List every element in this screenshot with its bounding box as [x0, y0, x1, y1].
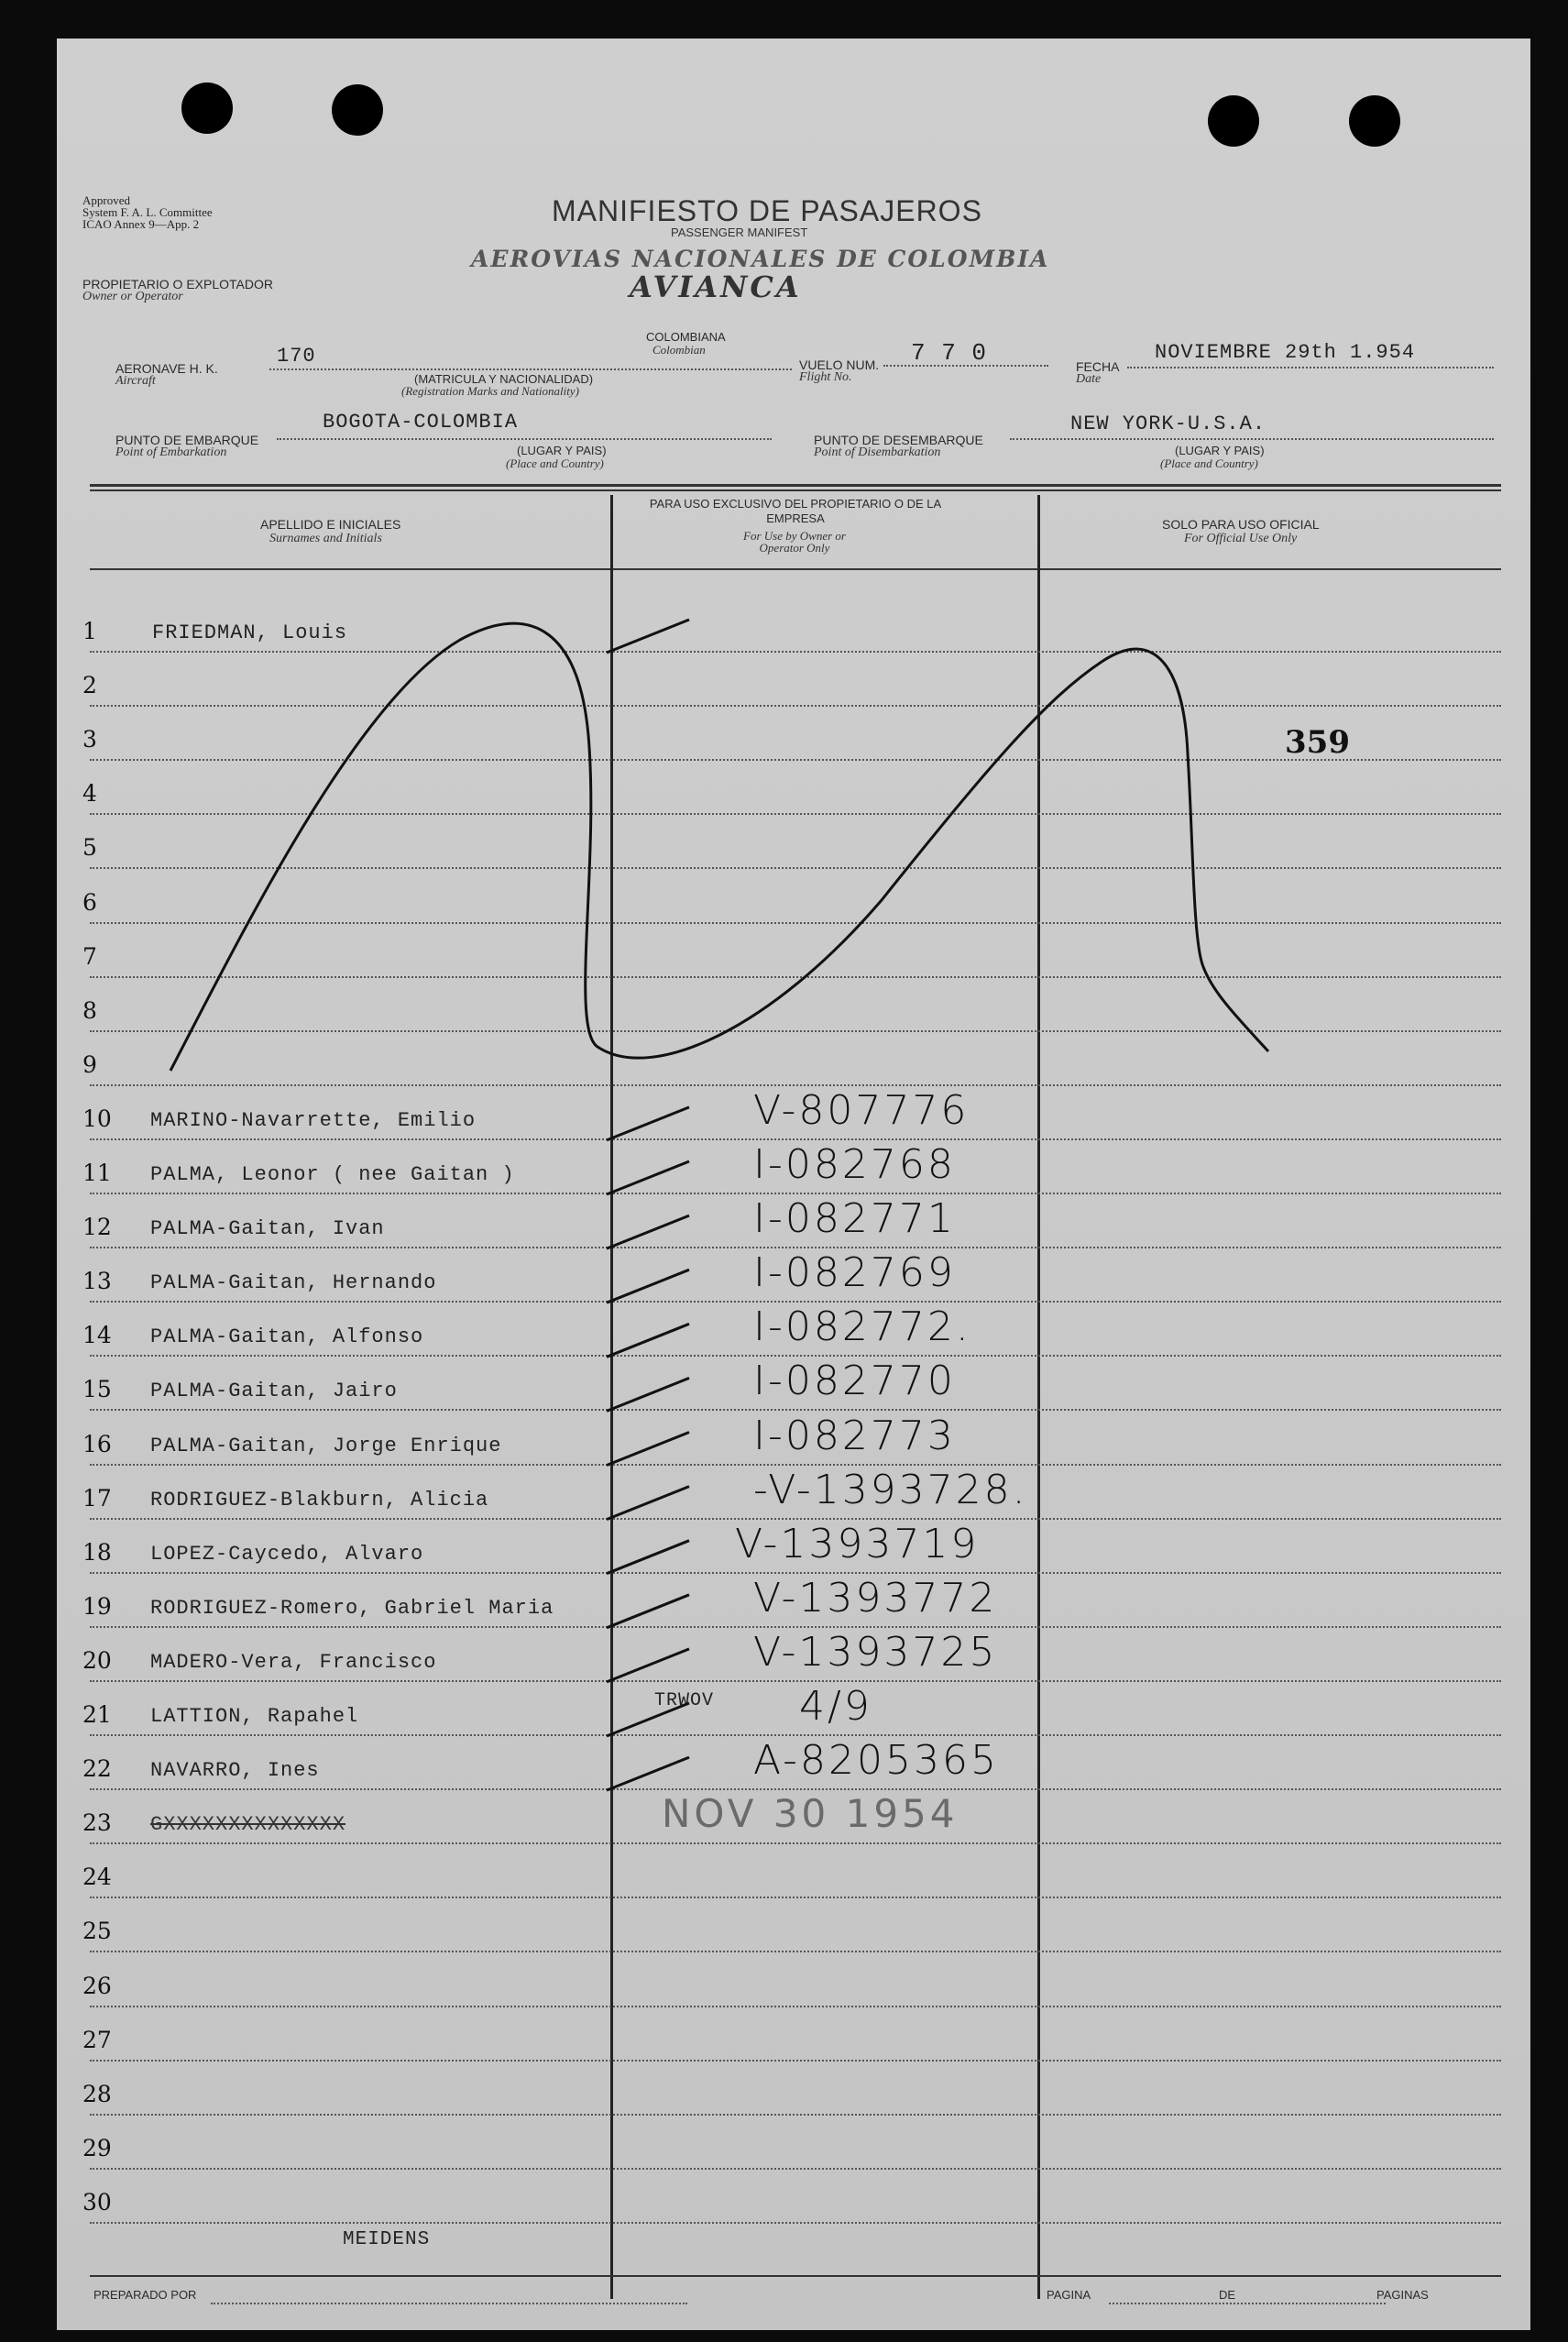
row-number: 20: [82, 1646, 112, 1674]
row-number: 8: [82, 996, 97, 1024]
passenger-name: PALMA-Gaitan, Hernando: [150, 1271, 437, 1295]
row-number: 19: [82, 1592, 112, 1620]
row-number: 4: [82, 780, 97, 808]
aircraft-value: 170: [277, 345, 316, 368]
registration-label: (MATRICULA Y NACIONALIDAD): [414, 372, 594, 386]
row-number: 30: [82, 2188, 112, 2216]
row21-note: TRWOV: [654, 1690, 715, 1711]
column-header-operator: PARA USO EXCLUSIVO DEL PROPIETARIO O DE LA EMPRESA: [649, 497, 942, 525]
flight-label-en: Flight No.: [799, 370, 852, 384]
row-number: 3: [82, 726, 97, 753]
check-mark: [607, 1487, 689, 1520]
of-label: DE: [1219, 2288, 1236, 2302]
row-number: 12: [82, 1214, 112, 1241]
check-mark: [607, 1703, 689, 1736]
row-number: 10: [82, 1105, 112, 1132]
check-mark: [607, 1757, 689, 1790]
manifest-sheet: [57, 38, 1530, 2330]
page-label: PAGINA: [1047, 2288, 1091, 2302]
airline-short-name: AVIANCA: [630, 269, 802, 304]
document-number: V-1393719: [735, 1520, 980, 1567]
document-number: V-1393725: [753, 1628, 998, 1676]
prepared-by-label: PREPARADO POR: [93, 2288, 197, 2302]
passenger-name: NAVARRO, Ines: [150, 1759, 320, 1783]
flight-label: VUELO NUM.: [799, 357, 880, 372]
check-mark: [607, 1270, 689, 1303]
row-number: 28: [82, 2080, 112, 2107]
row-number: 1: [82, 618, 97, 644]
embark-place-label: (LUGAR Y PAIS): [517, 444, 607, 457]
passenger-name: MARINO-Navarrette, Emilio: [150, 1108, 477, 1132]
column-header-name-en: Surnames and Initials: [269, 532, 382, 545]
row-number: 24: [82, 1864, 112, 1891]
row-number: 7: [82, 942, 97, 970]
passenger-name: LOPEZ-Caycedo, Alvaro: [150, 1542, 424, 1566]
row-number: 22: [82, 1755, 112, 1783]
passenger-name: PALMA, Leonor ( nee Gaitan ): [150, 1163, 515, 1186]
embark-label-en: Point of Embarkation: [115, 445, 227, 459]
date-label: FECHA: [1076, 359, 1120, 374]
disembark-label-en: Point of Disembarkation: [814, 445, 941, 459]
airline-full-name: AEROVIAS NACIONALES DE COLOMBIA: [471, 246, 1050, 272]
check-mark: [607, 1107, 689, 1140]
passenger-name: LATTION, Rapahel: [150, 1705, 359, 1728]
row-number: 15: [82, 1376, 112, 1403]
passenger-name: RODRIGUEZ-Romero, Gabriel Maria: [150, 1596, 554, 1620]
date-label-en: Date: [1076, 372, 1102, 386]
registration-label-en: (Registration Marks and Nationality): [401, 384, 579, 398]
embark-value: BOGOTA-COLOMBIA: [323, 411, 519, 434]
pages-label: PAGINAS: [1376, 2288, 1429, 2302]
row-number: 26: [82, 1972, 112, 1999]
document-number: 4/9: [799, 1683, 872, 1730]
manifest-title-en: PASSENGER MANIFEST: [671, 225, 808, 239]
check-mark: [607, 1378, 689, 1411]
check-mark: [607, 1595, 689, 1628]
row-number: 2: [82, 672, 97, 699]
document-number: I-082770: [753, 1358, 956, 1405]
row-number: 27: [82, 2026, 112, 2053]
registration-top: COLOMBIANA: [646, 330, 726, 344]
passenger-name: GXXXXXXXXXXXXXX: [150, 1813, 346, 1837]
received-date-stamp: NOV 30 1954: [662, 1791, 959, 1836]
embark-place-label-en: (Place and Country): [506, 456, 604, 470]
row-number: 13: [82, 1268, 112, 1295]
disembark-value: NEW YORK-U.S.A.: [1070, 412, 1266, 435]
registration-top-en: Colombian: [652, 343, 706, 357]
footer-name-note: MEIDENS: [343, 2229, 431, 2250]
column-header-official: SOLO PARA USO OFICIAL: [1162, 517, 1320, 532]
check-mark: [607, 620, 689, 653]
page-number: 359: [1285, 724, 1350, 761]
row-number: 5: [82, 834, 97, 862]
passenger-name: PALMA-Gaitan, Ivan: [150, 1217, 385, 1241]
passenger-name: PALMA-Gaitan, Jairo: [150, 1380, 398, 1403]
row-number: 16: [82, 1430, 112, 1457]
passenger-name: PALMA-Gaitan, Jorge Enrique: [150, 1434, 502, 1457]
check-mark: [607, 1215, 689, 1248]
passenger-name: MADERO-Vera, Francisco: [150, 1650, 437, 1674]
document-number: -V-1393728.: [753, 1466, 1028, 1513]
flight-number-value: 7 7 0: [911, 339, 988, 367]
column-header-name: APELLIDO E INICIALES: [260, 517, 401, 532]
row-number: 21: [82, 1701, 112, 1728]
document-number: V-807776: [753, 1086, 970, 1134]
check-mark: [607, 1433, 689, 1466]
document-number: I-082772.: [753, 1303, 971, 1351]
row-number: 25: [82, 1918, 112, 1945]
row-number: 17: [82, 1484, 112, 1512]
passenger-name: FRIEDMAN, Louis: [152, 621, 348, 644]
document-number: I-082769: [753, 1249, 956, 1297]
check-mark: [607, 1649, 689, 1682]
owner-label: PROPIETARIO O EXPLOTADOR: [82, 277, 273, 291]
document-number: A-8205365: [753, 1737, 999, 1785]
date-value: NOVIEMBRE 29th 1.954: [1155, 341, 1416, 364]
row-number: 9: [82, 1050, 97, 1078]
row-number: 14: [82, 1322, 112, 1349]
approval-line: ICAO Annex 9—App. 2: [82, 217, 200, 231]
document-number: I-082768: [753, 1141, 956, 1188]
row-number: 11: [82, 1160, 112, 1186]
column-header-official-en: For Official Use Only: [1184, 532, 1298, 545]
disembark-place-label-en: (Place and Country): [1160, 456, 1258, 470]
passenger-name: RODRIGUEZ-Blakburn, Alicia: [150, 1488, 489, 1512]
check-mark: [607, 1541, 689, 1574]
aircraft-label: AERONAVE H. K.: [115, 361, 218, 376]
document-number: I-082771: [753, 1195, 956, 1243]
check-mark: [607, 1324, 689, 1357]
row-number: 23: [82, 1809, 112, 1837]
approval-line: Approved: [82, 193, 130, 207]
row-number: 29: [82, 2134, 112, 2161]
disembark-place-label: (LUGAR Y PAIS): [1175, 444, 1265, 457]
aircraft-label-en: Aircraft: [115, 374, 156, 388]
document-number: I-082773: [753, 1412, 956, 1459]
disembark-label: PUNTO DE DESEMBARQUE: [814, 433, 983, 447]
document-number: V-1393772: [753, 1574, 998, 1622]
embark-label: PUNTO DE EMBARQUE: [115, 433, 259, 447]
passenger-name: PALMA-Gaitan, Alfonso: [150, 1325, 424, 1349]
row-number: 18: [82, 1538, 112, 1566]
manifest-title: MANIFIESTO DE PASAJEROS: [552, 194, 982, 227]
column-header-operator-en: For Use by Owner or Operator Only: [743, 529, 846, 555]
check-mark: [607, 1161, 689, 1194]
approval-line: System F. A. L. Committee: [82, 205, 213, 219]
check-marks-overlay: [57, 38, 1530, 2330]
row-number: 6: [82, 888, 97, 916]
owner-label-en: Owner or Operator: [82, 290, 183, 303]
